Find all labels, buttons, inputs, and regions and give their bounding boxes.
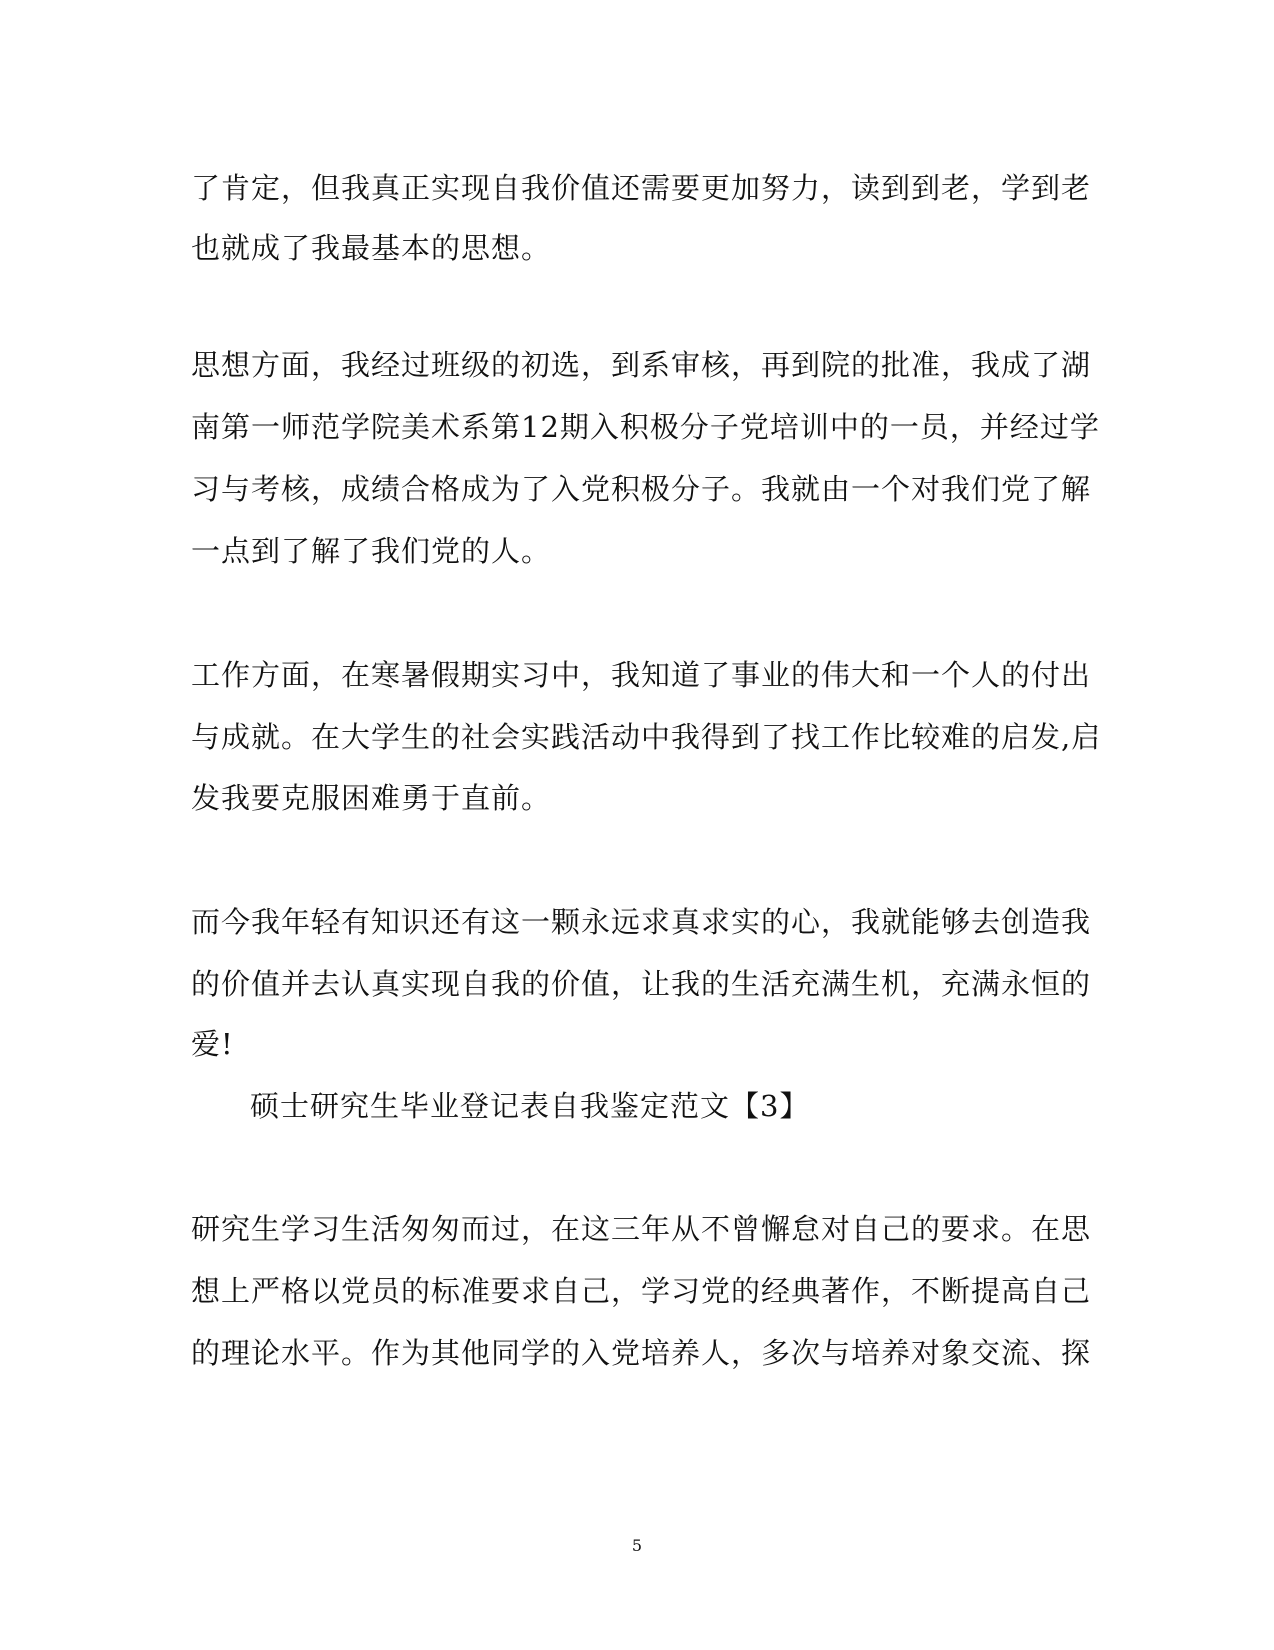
text-line: 发我要克服困难勇于直前。 xyxy=(191,781,552,815)
text-line: 也就成了我最基本的思想。 xyxy=(191,231,552,265)
page-number: 5 xyxy=(631,1536,643,1555)
section-heading: 硕士研究生毕业登记表自我鉴定范文【3】 xyxy=(250,1089,810,1123)
text-line: 习与考核，成绩合格成为了入党积极分子。我就由一个对我们党了解 xyxy=(191,472,1092,506)
text-line: 一点到了解了我们党的人。 xyxy=(191,534,552,568)
text-line: 爱! xyxy=(191,1027,234,1061)
text-line: 南第一师范学院美术系第12期入积极分子党培训中的一员，并经过学 xyxy=(191,410,1100,444)
text-line: 的价值并去认真实现自我的价值，让我的生活充满生机，充满永恒的 xyxy=(191,967,1092,1001)
text-line: 与成就。在大学生的社会实践活动中我得到了找工作比较难的启发,启 xyxy=(191,720,1102,754)
text-line: 研究生学习生活匆匆而过，在这三年从不曾懈怠对自己的要求。在思 xyxy=(191,1212,1092,1246)
text-line: 而今我年轻有知识还有这一颗永远求真求实的心，我就能够去创造我 xyxy=(191,905,1092,939)
text-line: 了肯定，但我真正实现自我价值还需要更加努力，读到到老，学到老 xyxy=(191,171,1092,205)
text-line: 思想方面，我经过班级的初选，到系审核，再到院的批准，我成了湖 xyxy=(191,348,1092,382)
text-line: 工作方面，在寒暑假期实习中，我知道了事业的伟大和一个人的付出 xyxy=(191,658,1092,692)
text-line: 的理论水平。作为其他同学的入党培养人，多次与培养对象交流、探 xyxy=(191,1336,1092,1370)
text-line: 想上严格以党员的标准要求自己，学习党的经典著作，不断提高自己 xyxy=(191,1274,1092,1308)
